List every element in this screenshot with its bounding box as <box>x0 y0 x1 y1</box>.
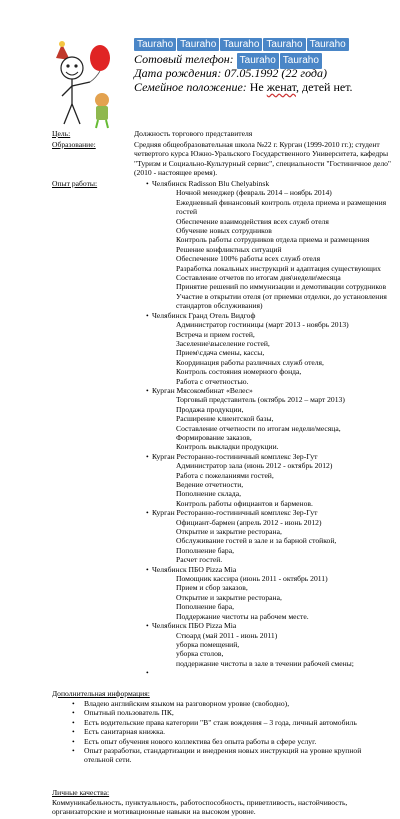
family-married: женат <box>266 80 297 94</box>
bullet-icon: • <box>146 385 149 395</box>
job-title: Курган Мясокомбинат «Велес» <box>152 385 253 395</box>
goal-value: Должность торгового представителя <box>134 129 253 138</box>
bullet-icon: • <box>146 508 149 518</box>
job-duty: уборка помещений, <box>176 639 240 649</box>
personal-label: Личные качества: <box>52 788 110 797</box>
experience-label: Опыт работы: <box>52 179 98 188</box>
additional-item: • Есть санитарная книжка. <box>68 727 388 736</box>
job-position: Помощник кассира (июнь 2011 - октябрь 2011) <box>176 574 328 584</box>
job-duty: Заселение\выселение гостей, <box>176 338 270 348</box>
job-duty: Встреча и прием гостей, <box>176 329 255 339</box>
job-entry <box>134 621 396 668</box>
job-position: Торговый представитель (октябрь 2012 – март 2013) <box>176 395 345 405</box>
job-duty: Работа с пожеланиями гостей, <box>176 470 274 480</box>
education-label: Образование: <box>52 140 96 149</box>
cartoon-figure-with-balloon-icon <box>50 38 134 130</box>
tag[interactable]: Tauraho <box>307 38 349 51</box>
job-position: Администратор зала (июнь 2012 - октябрь 2012) <box>176 461 333 471</box>
job-duty: Расширение клиентской базы, <box>176 414 274 424</box>
job-duty: Составление отчетности по итогам недели/месяца, <box>176 423 341 433</box>
job-duty: Обслуживание гостей в зале и за барной стойкой, <box>176 536 337 546</box>
job-position: Стюард (май 2011 - июнь 2011) <box>176 630 278 640</box>
personal-value: Коммуникабельность, пунктуальность, работоспособность, приветливость, настойчивость, организаторские и мотивационные навыки на высоком уровне. <box>52 798 348 817</box>
job-header <box>134 311 396 320</box>
tag[interactable]: Tauraho <box>177 38 219 51</box>
job-duty: Ежедневный финансовый контроль отдела приема и размещения гостей <box>176 197 387 217</box>
tag-row <box>134 38 350 51</box>
job-duty: Пополнение бара, <box>176 545 234 555</box>
job-duty: Пополнение склада, <box>176 489 242 499</box>
family-post: , детей нет. <box>296 80 353 94</box>
header <box>0 0 400 130</box>
job-duty: Контроль работы сотрудников отдела приема и размещения <box>176 235 370 245</box>
additional-item: • Опытный пользователь ПК, <box>68 708 388 717</box>
job-title: Челябинск ПБО Pizza Mia <box>152 564 237 574</box>
job-header <box>134 621 396 630</box>
job-entry <box>134 452 396 508</box>
additional-item: • Есть водительские права категории "B" стаж вождения – 3 года, личный автомобиль <box>68 718 388 727</box>
tag[interactable]: Tauraho <box>263 38 305 51</box>
job-entry <box>134 386 396 452</box>
job-duty: Прием и сбор заказов, <box>176 583 248 593</box>
job-duty: Обеспечение 100% работы всех служб отеля <box>176 254 321 264</box>
job-title: Курган Ресторанно-гостиничный комплекс Зер-Гут <box>152 451 318 461</box>
job-header <box>134 179 396 188</box>
experience-list <box>134 179 396 678</box>
job-entry <box>134 179 396 311</box>
job-title: Челябинск Гранд Отель Видгоф <box>152 310 256 320</box>
family-line <box>134 80 353 94</box>
job-title: Челябинск Radisson Blu Chelyabinsk <box>152 179 270 188</box>
job-header <box>134 452 396 461</box>
family-label: Семейное положение: <box>134 80 247 94</box>
bullet-icon: • <box>146 564 149 574</box>
bullet-icon: • <box>146 179 149 188</box>
phone-label: Сотовый телефон: <box>134 52 234 66</box>
bullet-icon: • <box>146 451 149 461</box>
job-position: Ночной менеджер (февраль 2014 – ноябрь 2014) <box>176 188 332 198</box>
job-duty: Контроль работы официантов и барменов. <box>176 498 313 508</box>
job-duty: поддержание чистоты в зале в течении рабочей смены; <box>176 658 354 668</box>
job-duty: Обеспечение взаимодействия всех служб отеля <box>176 216 329 226</box>
job-entry <box>134 508 396 564</box>
job-duty: Пополнение бара, <box>176 602 234 612</box>
job-duty: Продажа продукции, <box>176 404 244 414</box>
job-entry <box>134 565 396 621</box>
job-duty: Разработка локальных инструкций и адаптация существующих <box>176 263 381 273</box>
job-duty: Решение конфликтных ситуаций <box>176 244 282 254</box>
job-duty: Участие в открытии отеля (от приемки отделки, до установления стандартов обслуживания) <box>176 291 387 311</box>
job-entry <box>134 311 396 386</box>
job-duty: Координация работы различных служб отеля, <box>176 357 324 367</box>
additional-label: Дополнительная информация: <box>52 689 150 698</box>
job-duty: Поддержание чистоты на рабочем месте. <box>176 611 309 621</box>
additional-item: • Опыт разработки, стандартизации и внедрения новых инструкций на уровне крупной отельной сети. <box>68 746 388 765</box>
tag[interactable]: Tauraho <box>280 53 322 69</box>
job-position: Официант-бармен (апрель 2012 - июнь 2012) <box>176 517 322 527</box>
birth-line <box>134 66 327 80</box>
job-duty: Прием\сдача смены, кассы, <box>176 348 265 358</box>
job-duty: Контроль состояния номерного фонда, <box>176 367 302 377</box>
family-pre: Не <box>249 80 264 94</box>
additional-list <box>68 699 388 765</box>
job-duty: Формирование заказов, <box>176 432 252 442</box>
birth-value: 07.05.1992 (22 года) <box>224 66 327 80</box>
job-duty: Контроль выкладки продукции. <box>176 442 279 452</box>
job-duty: Работа с отчетностью. <box>176 376 249 386</box>
job-duty: Ведение отчетности, <box>176 480 244 489</box>
additional-item: • Есть опыт обучения нового коллектива без опыта работы в сфере услуг. <box>68 737 388 746</box>
bullet-icon: • <box>146 310 149 320</box>
job-duty: Расчет гостей. <box>176 555 223 565</box>
job-title: Челябинск ПБО Pizza Mia <box>152 621 237 631</box>
job-header <box>134 386 396 395</box>
job-header <box>134 565 396 574</box>
bullet-icon: • <box>146 621 149 631</box>
job-duty: Составление отчетов по итогам дня\недели\месяца <box>176 273 341 283</box>
education-value: Средняя общеобразовательная школа №22 г. Курган (1999-2010 гг.); студент четвертого курса Южно-Уральского Государственного Университета, кафедры "Туризм и Социально-Культурный сервис", специальности "Гостиничное дело" (2010 - настоящее время). <box>134 140 392 178</box>
birth-label: Дата рождения: <box>134 66 222 80</box>
tag[interactable]: Tauraho <box>134 38 176 51</box>
goal-label: Цель: <box>52 129 71 138</box>
tag[interactable]: Tauraho <box>220 38 262 51</box>
job-duty: уборка столов, <box>176 649 224 659</box>
job-duty: Принятие решений по иммунизации и демотивации сотрудников <box>176 282 387 292</box>
bullet-icon: • <box>146 668 149 678</box>
job-position: Администратор гостиницы (март 2013 - ноябрь 2013) <box>176 320 349 330</box>
job-header <box>134 508 396 517</box>
job-title: Курган Ресторанно-гостиничный комплекс Зер-Гут <box>152 508 318 518</box>
job-duty: Открытие и закрытие ресторана, <box>176 527 282 537</box>
job-duty: Открытие и закрытие ресторана, <box>176 592 282 602</box>
tag[interactable]: Tauraho <box>237 53 279 69</box>
additional-item: • Владею английским языком на разговорном уровне (свободно), <box>68 699 388 708</box>
job-duty: Обучение новых сотрудников <box>176 226 272 236</box>
